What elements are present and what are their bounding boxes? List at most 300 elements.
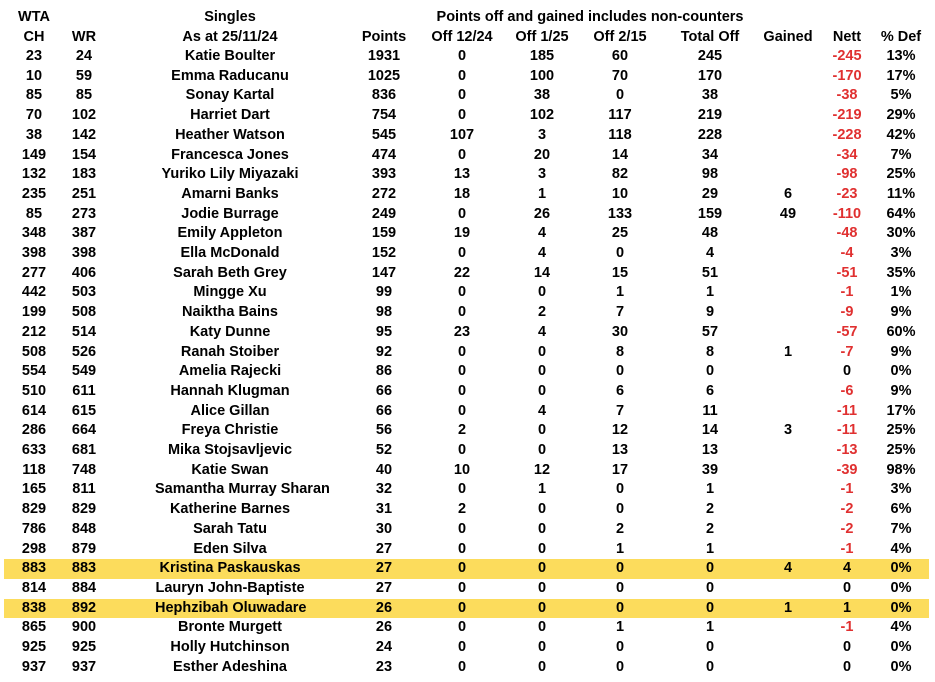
cell-points: 56 (375, 422, 393, 439)
table-row (4, 480, 929, 500)
cell-nett: 0 (842, 363, 852, 380)
table-row (4, 343, 929, 363)
cell-off-12-24: 0 (457, 442, 467, 458)
table-row (4, 146, 929, 166)
cell-off-12-24: 0 (457, 382, 467, 399)
cell-ch: 442 (21, 284, 47, 301)
cell-off-1-25: 12 (533, 461, 551, 478)
cell-off-12-24: 0 (457, 560, 467, 577)
cell-off-1-25: 102 (529, 107, 555, 124)
cell-off-1-25: 0 (537, 619, 547, 636)
cell-ch: 937 (21, 658, 47, 675)
table-row (4, 461, 929, 481)
cell-off-1-25: 4 (537, 323, 547, 340)
cell-wr: 387 (71, 225, 97, 242)
cell-pct-def: 9% (890, 304, 912, 321)
cell-gained (758, 461, 818, 481)
cell-points: 23 (375, 658, 393, 675)
cell-gained (758, 165, 818, 185)
cell-total-off: 98 (701, 166, 719, 183)
cell-pct-def: 7% (890, 520, 912, 537)
cell-total-off: 57 (701, 323, 719, 340)
table-row (4, 421, 929, 441)
cell-player-name: Samantha Murray Sharan (155, 481, 330, 498)
cell-gained (758, 264, 818, 284)
col-header-points: Points (361, 29, 407, 45)
col-header-total-off: Total Off (680, 29, 740, 45)
cell-off-1-25: 38 (533, 87, 551, 104)
table-row (4, 579, 929, 599)
cell-wr: 611 (72, 382, 96, 399)
cell-off-12-24: 22 (453, 264, 471, 281)
cell-total-off: 0 (705, 639, 715, 655)
cell-ch: 510 (21, 382, 47, 399)
cell-ch: 786 (21, 520, 47, 537)
cell-wr: 811 (72, 481, 96, 498)
cell-nett: -245 (832, 48, 862, 64)
cell-wr: 615 (71, 402, 97, 419)
cell-off-1-25: 0 (537, 658, 547, 675)
cell-off-1-25: 0 (537, 501, 547, 518)
cell-player-name: Alice Gillan (190, 402, 270, 419)
cell-off-2-15: 82 (611, 166, 629, 183)
cell-player-name: Amarni Banks (181, 185, 279, 202)
table-row (4, 658, 929, 678)
cell-off-2-15: 0 (615, 560, 625, 577)
cell-player-name: Hephzibah Oluwadare (155, 599, 307, 616)
cell-ch: 829 (21, 501, 47, 518)
cell-points: 393 (371, 166, 397, 183)
col-header-date: As at 25/11/24 (182, 29, 278, 45)
cell-points: 30 (375, 520, 393, 537)
cell-player-name: Jodie Burrage (181, 205, 279, 222)
cell-player-name: Sarah Beth Grey (173, 264, 287, 281)
cell-wr: 273 (71, 205, 97, 222)
cell-points: 40 (375, 461, 393, 478)
cell-ch: 85 (25, 87, 43, 104)
cell-wr: 406 (71, 264, 97, 281)
table-row (4, 126, 929, 146)
cell-off-1-25: 1 (537, 185, 547, 202)
cell-player-name: Katherine Barnes (169, 501, 291, 518)
cell-player-name: Eden Silva (193, 540, 267, 557)
cell-gained (758, 480, 818, 500)
cell-player-name: Mika Stojsavljevic (167, 442, 293, 458)
cell-off-12-24: 0 (457, 205, 467, 222)
cell-points: 754 (371, 107, 397, 124)
cell-off-1-25: 185 (529, 48, 555, 64)
cell-player-name: Sonay Kartal (185, 87, 275, 104)
cell-ch: 286 (21, 422, 47, 439)
cell-gained (758, 47, 818, 67)
cell-off-12-24: 13 (453, 166, 471, 183)
cell-total-off: 1 (705, 481, 715, 498)
cell-gained: 3 (783, 422, 793, 439)
cell-gained (758, 579, 818, 599)
cell-nett: 0 (842, 639, 852, 655)
cell-ch: 118 (22, 461, 46, 478)
cell-off-1-25: 0 (537, 422, 547, 439)
table-row (4, 283, 929, 303)
cell-off-1-25: 0 (537, 560, 547, 577)
cell-pct-def: 42% (886, 126, 916, 143)
cell-off-1-25: 0 (537, 382, 547, 399)
cell-total-off: 0 (705, 658, 715, 675)
cell-player-name: Hannah Klugman (170, 382, 290, 399)
cell-pct-def: 7% (890, 146, 912, 163)
cell-player-name: Yuriko Lily Miyazaki (161, 166, 299, 183)
cell-wr: 251 (71, 185, 97, 202)
cell-ch: 70 (25, 107, 43, 124)
cell-off-1-25: 0 (537, 520, 547, 537)
cell-player-name: Lauryn John-Baptiste (155, 579, 305, 596)
cell-player-name: Emily Appleton (177, 225, 283, 242)
cell-off-1-25: 0 (537, 284, 547, 301)
table-row (4, 323, 929, 343)
cell-off-2-15: 17 (611, 461, 629, 478)
cell-nett: -39 (836, 461, 858, 478)
cell-off-2-15: 0 (615, 245, 625, 261)
table-row (4, 47, 929, 67)
cell-pct-def: 9% (890, 382, 912, 399)
cell-off-2-15: 7 (615, 402, 625, 419)
cell-pct-def: 60% (886, 323, 916, 340)
cell-wr: 937 (71, 658, 97, 675)
cell-wr: 503 (71, 284, 97, 301)
cell-off-2-15: 118 (608, 126, 632, 143)
cell-total-off: 4 (705, 245, 715, 261)
cell-gained: 4 (783, 560, 793, 577)
table-row (4, 402, 929, 422)
cell-wr: 85 (75, 87, 93, 104)
cell-ch: 212 (21, 323, 47, 340)
cell-pct-def: 0% (890, 639, 912, 655)
table-row (4, 106, 929, 126)
table-row (4, 540, 929, 560)
cell-gained (758, 382, 818, 402)
cell-pct-def: 25% (886, 422, 916, 439)
cell-ch: 865 (21, 619, 47, 636)
cell-gained (758, 244, 818, 264)
cell-total-off: 0 (705, 363, 715, 380)
cell-player-name: Harriet Dart (190, 107, 270, 124)
cell-points: 31 (375, 501, 393, 518)
cell-total-off: 228 (697, 126, 723, 143)
cell-off-12-24: 0 (457, 639, 467, 655)
cell-wr: 514 (71, 323, 97, 340)
cell-off-12-24: 0 (457, 520, 467, 537)
cell-ch: 838 (21, 599, 47, 616)
cell-nett: -23 (836, 185, 858, 202)
col-header-gained: Gained (763, 29, 813, 45)
cell-wr: 884 (71, 579, 97, 596)
cell-gained (758, 86, 818, 106)
cell-points: 27 (375, 579, 393, 596)
cell-nett: -98 (836, 166, 858, 183)
cell-off-2-15: 0 (615, 599, 625, 616)
cell-wr: 748 (71, 461, 97, 478)
cell-ch: 10 (25, 67, 43, 84)
cell-nett: -1 (840, 619, 854, 636)
col-header-def: % Def (880, 29, 922, 45)
cell-wr: 142 (71, 126, 97, 143)
cell-player-name: Ella McDonald (180, 245, 280, 261)
cell-off-2-15: 30 (611, 323, 629, 340)
cell-off-1-25: 14 (533, 264, 551, 281)
cell-off-2-15: 70 (611, 67, 629, 84)
cell-off-12-24: 23 (453, 323, 471, 340)
cell-player-name: Francesca Jones (171, 146, 289, 163)
cell-points: 1931 (367, 48, 401, 64)
cell-gained (758, 618, 818, 638)
table-row (4, 67, 929, 87)
cell-total-off: 6 (705, 382, 715, 399)
cell-gained (758, 441, 818, 461)
cell-off-1-25: 0 (537, 639, 547, 655)
cell-points: 272 (371, 185, 397, 202)
cell-off-12-24: 0 (457, 87, 467, 104)
table-row (4, 165, 929, 185)
cell-off-1-25: 100 (529, 67, 555, 84)
cell-pct-def: 11% (886, 185, 916, 202)
cell-ch: 277 (21, 264, 47, 281)
table-row (4, 264, 929, 284)
cell-ch: 883 (21, 560, 47, 577)
cell-wr: 59 (75, 67, 93, 84)
cell-gained: 1 (783, 599, 793, 616)
table-row (4, 362, 929, 382)
col-header-off-2-15: Off 2/15 (593, 29, 647, 45)
cell-wr: 848 (71, 520, 97, 537)
cell-total-off: 0 (705, 560, 715, 577)
cell-gained (758, 224, 818, 244)
cell-ch: 633 (21, 442, 47, 458)
cell-nett: -110 (832, 205, 862, 222)
cell-points: 98 (375, 304, 393, 321)
cell-nett: -57 (836, 323, 858, 340)
cell-nett: -7 (840, 343, 854, 360)
table-row (4, 500, 929, 520)
cell-nett: -1 (840, 284, 854, 301)
cell-off-2-15: 1 (615, 284, 625, 301)
cell-pct-def: 25% (886, 166, 916, 183)
cell-off-1-25: 3 (537, 166, 547, 183)
cell-pct-def: 29% (886, 107, 916, 124)
cell-off-12-24: 0 (457, 284, 467, 301)
cell-off-1-25: 0 (537, 540, 547, 557)
cell-nett: -170 (832, 67, 862, 84)
cell-player-name: Katy Dunne (189, 323, 271, 340)
cell-nett: -1 (840, 481, 854, 498)
cell-total-off: 14 (701, 422, 719, 439)
cell-total-off: 1 (705, 284, 715, 301)
cell-wr: 681 (71, 442, 97, 458)
cell-total-off: 1 (705, 540, 715, 557)
cell-nett: -2 (840, 501, 854, 518)
cell-total-off: 13 (701, 442, 719, 458)
cell-total-off: 170 (697, 67, 723, 84)
table-row (4, 559, 929, 579)
cell-wr: 900 (71, 619, 97, 636)
col-header-off-12-24: Off 12/24 (431, 29, 493, 45)
cell-off-1-25: 4 (537, 245, 547, 261)
cell-wr: 102 (71, 107, 97, 124)
cell-nett: -11 (836, 422, 858, 439)
cell-off-12-24: 0 (457, 599, 467, 616)
cell-off-2-15: 7 (615, 304, 625, 321)
table-row (4, 244, 929, 264)
cell-player-name: Katie Swan (191, 461, 269, 478)
cell-player-name: Katie Boulter (184, 48, 276, 64)
cell-off-12-24: 0 (457, 48, 467, 64)
cell-gained (758, 323, 818, 343)
cell-total-off: 38 (701, 87, 719, 104)
cell-ch: 614 (21, 402, 47, 419)
cell-off-2-15: 12 (611, 422, 629, 439)
cell-ch: 149 (21, 146, 47, 163)
cell-off-2-15: 14 (611, 146, 629, 163)
cell-off-1-25: 0 (537, 363, 547, 380)
cell-ch: 348 (21, 225, 47, 242)
cell-off-12-24: 0 (457, 540, 467, 557)
cell-pct-def: 30% (886, 225, 916, 242)
cell-points: 1025 (367, 67, 401, 84)
table-row (4, 638, 929, 658)
cell-off-2-15: 117 (608, 107, 632, 124)
cell-off-2-15: 2 (615, 520, 625, 537)
table-row (4, 441, 929, 461)
cell-player-name: Naiktha Bains (182, 304, 278, 321)
cell-total-off: 1 (705, 619, 715, 636)
cell-ch: 508 (21, 343, 47, 360)
cell-points: 24 (375, 639, 393, 655)
cell-off-2-15: 0 (615, 658, 625, 675)
cell-ch: 132 (21, 166, 47, 183)
cell-off-1-25: 2 (537, 304, 547, 321)
cell-off-2-15: 10 (611, 185, 629, 202)
cell-off-12-24: 10 (453, 461, 471, 478)
cell-ch: 85 (25, 205, 43, 222)
cell-player-name: Amelia Rajecki (178, 363, 282, 380)
cell-off-12-24: 0 (457, 304, 467, 321)
cell-gained (758, 303, 818, 323)
table-row (4, 205, 929, 225)
cell-gained (758, 402, 818, 422)
cell-nett: -9 (840, 304, 854, 321)
cell-ch: 298 (21, 540, 47, 557)
cell-player-name: Freya Christie (181, 422, 279, 439)
cell-player-name: Sarah Tatu (193, 520, 267, 537)
cell-gained (758, 520, 818, 540)
cell-off-1-25: 4 (537, 402, 547, 419)
cell-points: 836 (371, 87, 397, 104)
col-header-off-1-25: Off 1/25 (515, 29, 569, 45)
cell-gained (758, 500, 818, 520)
col-header-wr: WR (71, 29, 97, 45)
cell-off-12-24: 0 (457, 481, 467, 498)
cell-points: 95 (375, 323, 393, 340)
wta-header: WTA (18, 9, 50, 25)
cell-off-1-25: 3 (537, 126, 547, 143)
cell-pct-def: 0% (890, 560, 912, 577)
cell-off-12-24: 2 (457, 501, 467, 518)
cell-nett: -4 (840, 245, 854, 261)
cell-total-off: 2 (705, 501, 715, 518)
cell-pct-def: 25% (886, 442, 916, 458)
cell-total-off: 8 (705, 343, 715, 360)
cell-off-2-15: 133 (607, 205, 633, 222)
cell-nett: -13 (836, 442, 858, 458)
cell-off-12-24: 107 (449, 126, 475, 143)
cell-off-2-15: 0 (615, 579, 625, 596)
cell-off-1-25: 20 (533, 146, 551, 163)
table-row (4, 618, 929, 638)
cell-off-12-24: 0 (457, 658, 467, 675)
cell-pct-def: 17% (886, 402, 916, 419)
cell-nett: -219 (832, 107, 862, 124)
cell-off-12-24: 0 (457, 402, 467, 419)
cell-off-2-15: 0 (615, 639, 625, 655)
cell-nett: 0 (842, 579, 852, 596)
cell-pct-def: 13% (886, 48, 916, 64)
cell-pct-def: 6% (890, 501, 912, 518)
cell-off-2-15: 0 (615, 87, 625, 104)
cell-pct-def: 0% (890, 363, 912, 380)
cell-player-name: Kristina Paskauskas (159, 560, 301, 577)
cell-wr: 154 (71, 146, 97, 163)
cell-pct-def: 4% (890, 540, 912, 557)
cell-off-12-24: 0 (457, 146, 467, 163)
table-row (4, 303, 929, 323)
cell-ch: 235 (21, 185, 47, 202)
cell-points: 52 (375, 442, 393, 458)
cell-wr: 526 (71, 343, 97, 360)
cell-points: 32 (375, 481, 393, 498)
cell-wr: 24 (75, 48, 93, 64)
col-header-nett: Nett (832, 29, 862, 45)
cell-wr: 925 (71, 639, 97, 655)
cell-off-2-15: 0 (615, 363, 625, 380)
cell-gained (758, 67, 818, 87)
cell-off-1-25: 0 (537, 343, 547, 360)
cell-nett: -48 (836, 225, 858, 242)
cell-player-name: Esther Adeshina (173, 658, 287, 675)
cell-off-2-15: 0 (615, 481, 625, 498)
cell-off-2-15: 0 (615, 501, 625, 518)
cell-wr: 183 (71, 166, 97, 183)
cell-off-1-25: 0 (537, 442, 547, 458)
cell-points: 147 (371, 264, 397, 281)
cell-ch: 38 (25, 126, 43, 143)
cell-points: 27 (375, 540, 393, 557)
cell-points: 152 (371, 245, 397, 261)
cell-pct-def: 17% (886, 67, 916, 84)
cell-gained: 1 (783, 343, 793, 360)
cell-nett: -1 (840, 540, 854, 557)
cell-nett: 0 (842, 658, 852, 675)
cell-total-off: 9 (705, 304, 715, 321)
cell-wr: 883 (71, 560, 97, 577)
cell-off-12-24: 2 (457, 422, 467, 439)
cell-ch: 199 (21, 304, 47, 321)
cell-total-off: 48 (701, 225, 719, 242)
cell-nett: -34 (836, 146, 858, 163)
cell-off-12-24: 0 (457, 245, 467, 261)
cell-nett: -228 (832, 126, 862, 143)
cell-player-name: Holly Hutchinson (170, 639, 290, 655)
cell-points: 92 (375, 343, 393, 360)
cell-points: 66 (375, 402, 393, 419)
